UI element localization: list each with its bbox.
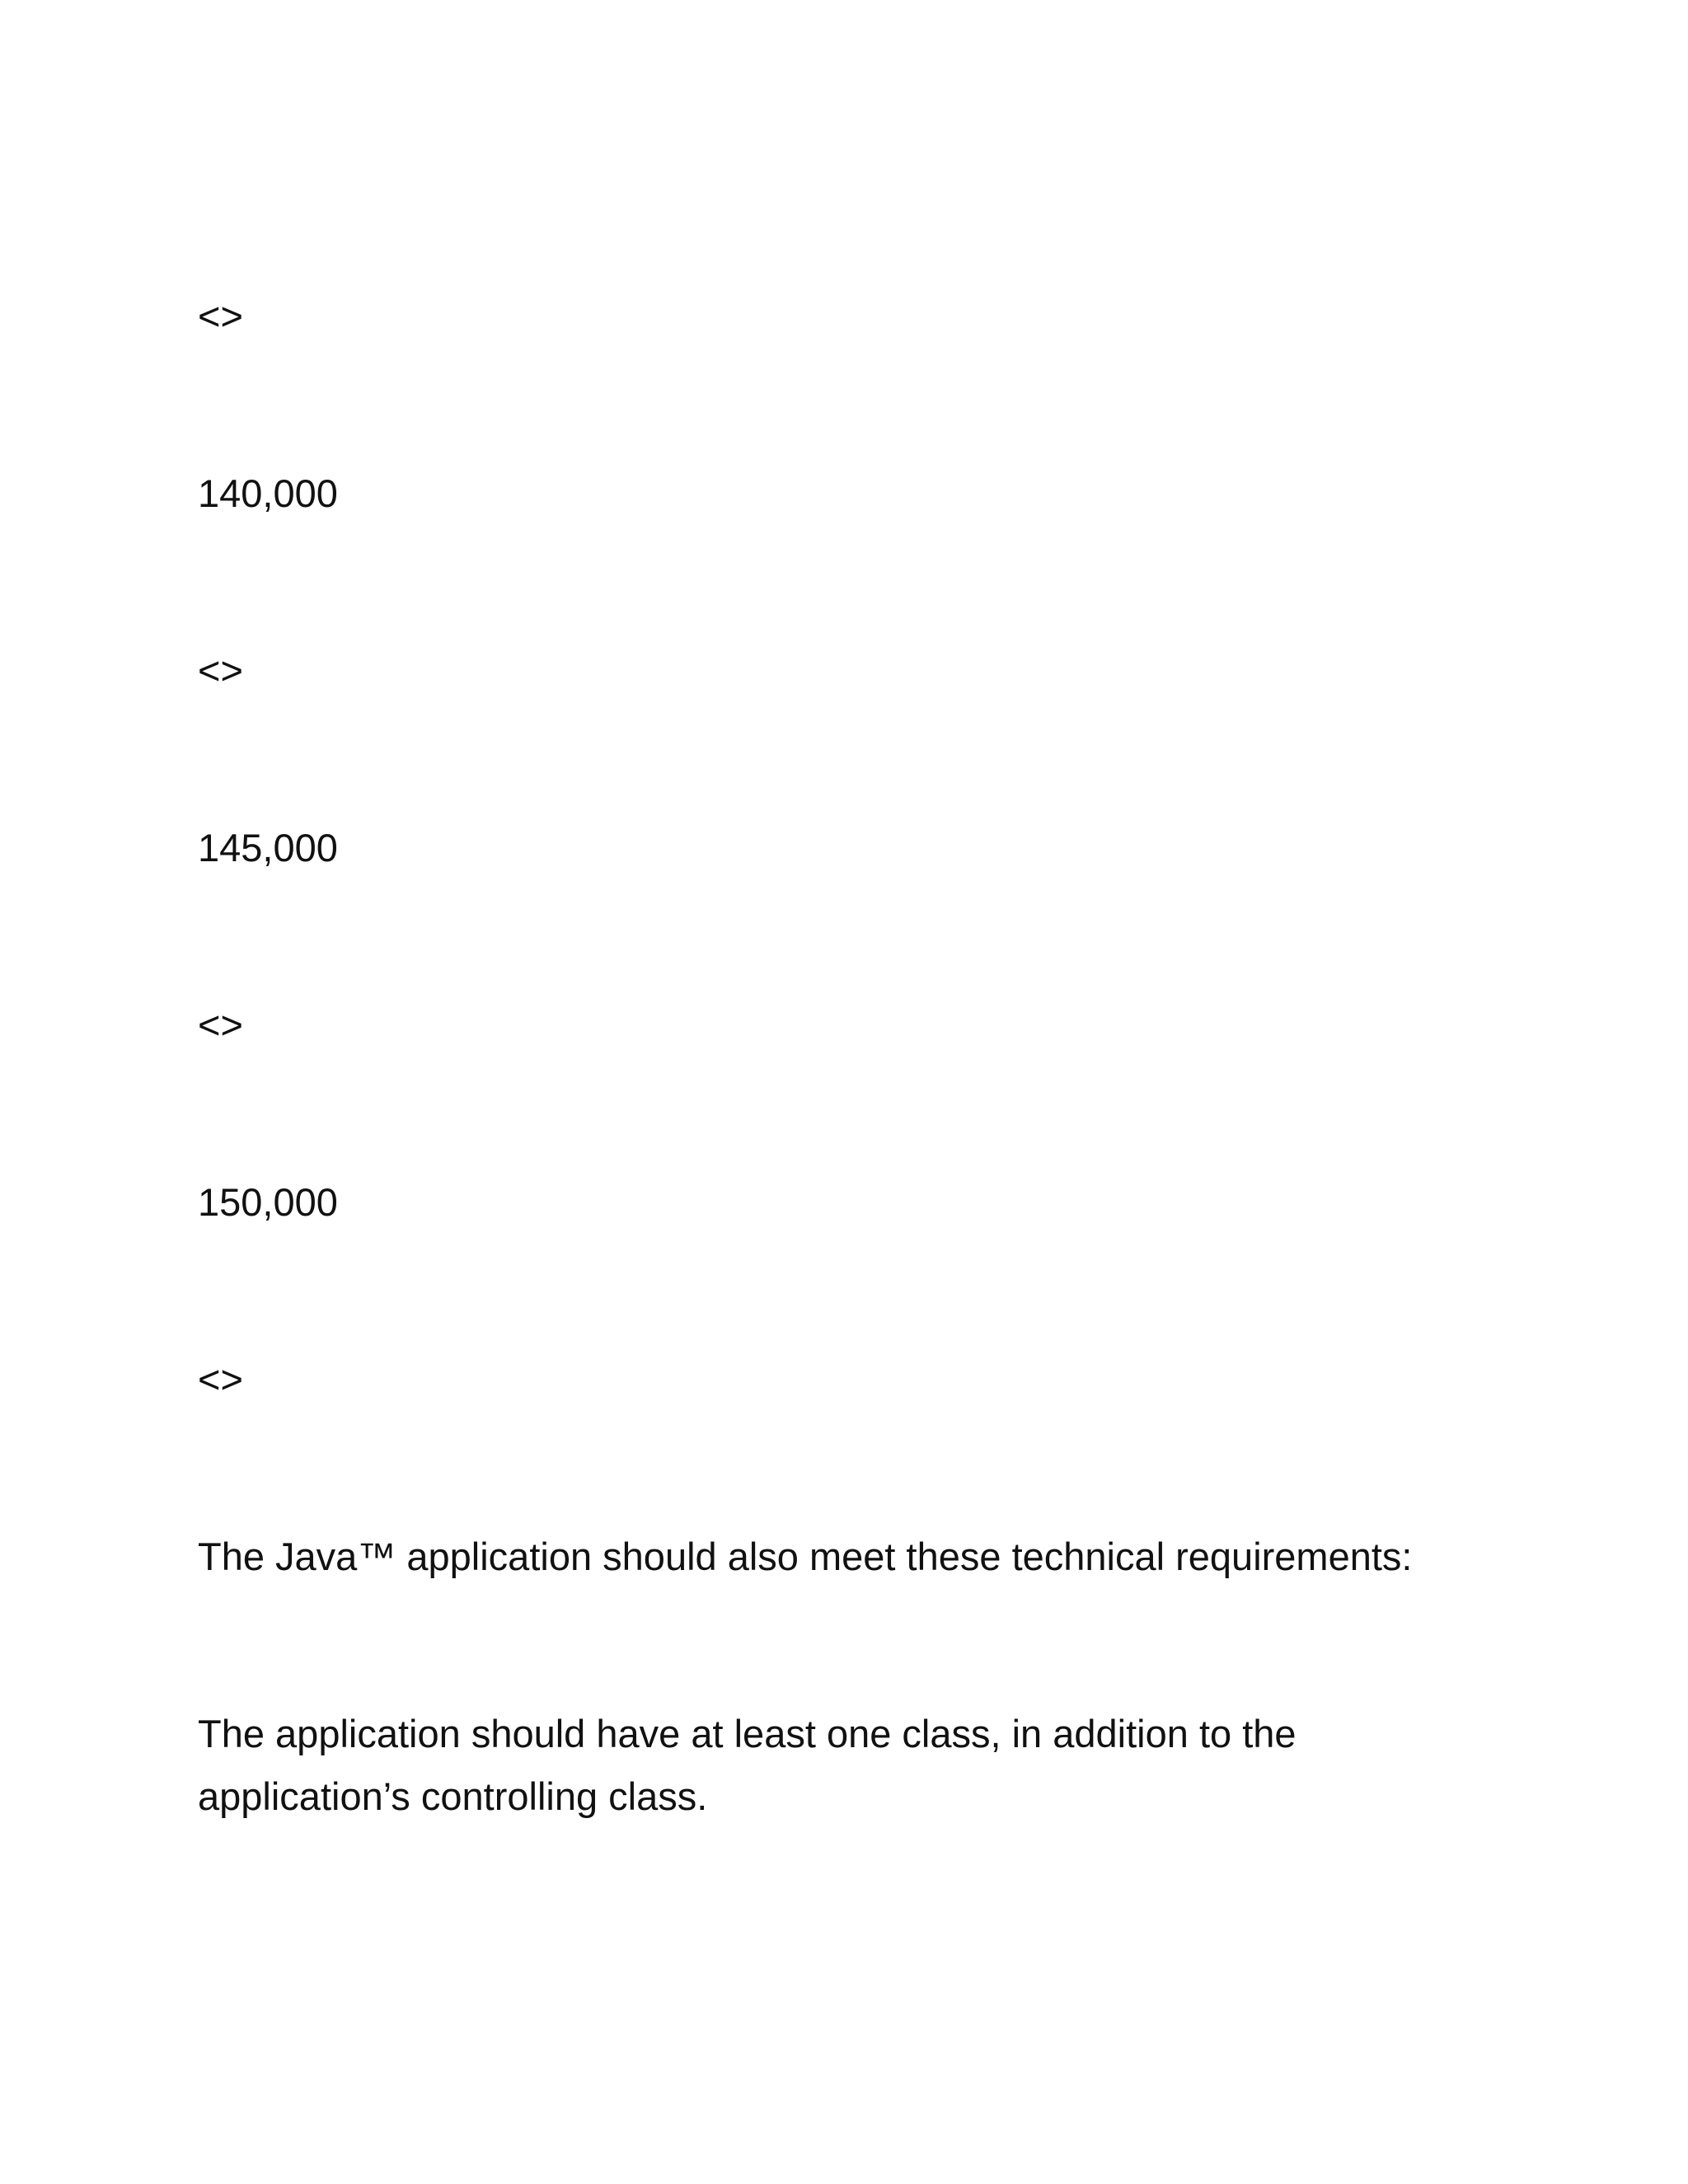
placeholder-line-1: <> xyxy=(198,294,243,338)
value-line-140000: 140,000 xyxy=(198,471,338,515)
requirements-intro-paragraph: The Java™ application should also meet these technical requirements: xyxy=(198,1535,1413,1578)
placeholder-line-2: <> xyxy=(198,649,243,692)
class-requirement-paragraph: The application should have at least one class, in addition to the application’s controlling class. xyxy=(198,1712,1296,1818)
value-line-145000: 145,000 xyxy=(198,826,338,869)
placeholder-line-3: <> xyxy=(198,1003,243,1047)
placeholder-line-4: <> xyxy=(198,1357,243,1401)
value-line-150000: 150,000 xyxy=(198,1180,338,1224)
